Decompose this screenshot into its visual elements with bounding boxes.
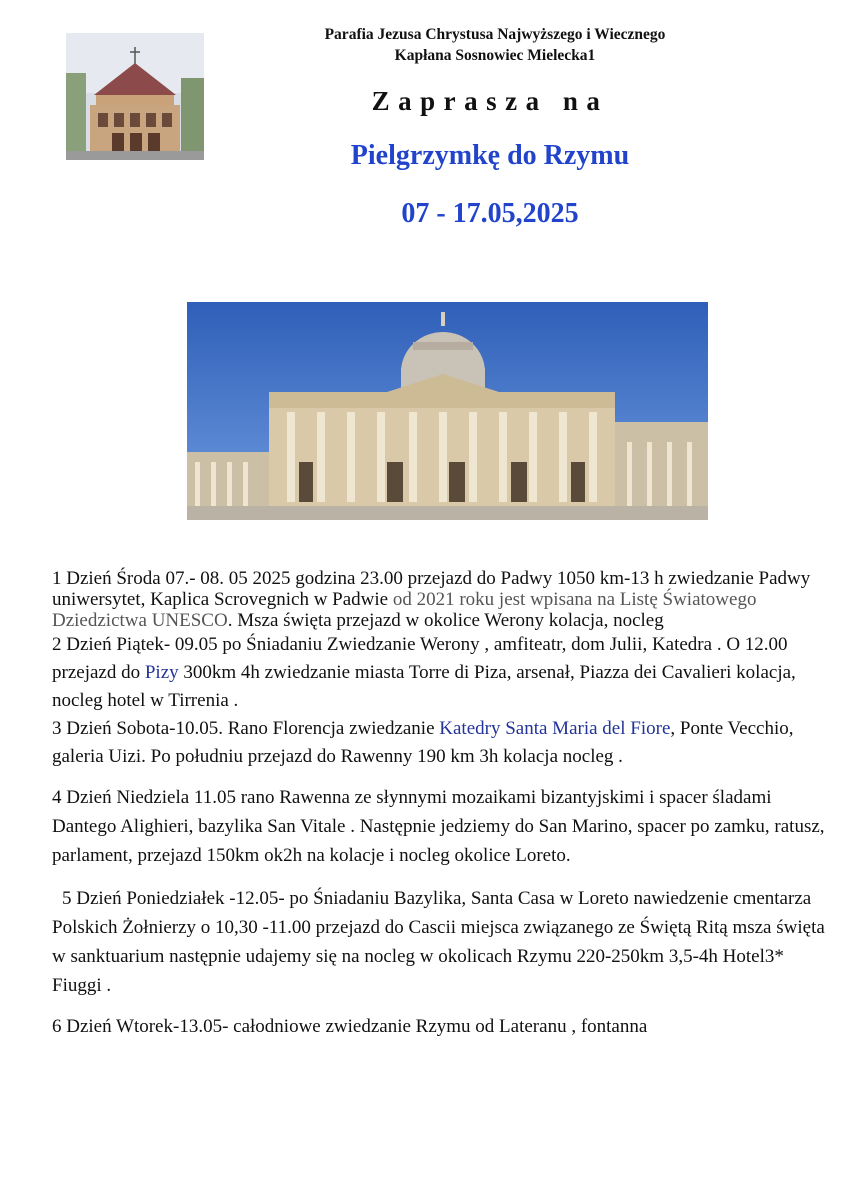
day-3 [52, 715, 832, 771]
invite-heading: Zaprasza na [371, 86, 609, 116]
pilgrimage-title: Pielgrzymkę do Rzymu [350, 140, 630, 171]
parish-line-1: Parafia Jezusa Chrystusa Najwyższego i Wiecznego [324, 26, 666, 43]
day-3-text-a: 3 Dzień Sobota-10.05. Rano Florencja zwiedzanie [52, 718, 440, 739]
itinerary [52, 568, 832, 1041]
day-1-text-b: . Msza święta przejazd w okolice Werony kolacja, nocleg [227, 610, 664, 631]
day-1 [52, 568, 832, 631]
day-3-text-b: , Ponte Vecchio, galeria Uizi. Po południu przejazd do Rawenny 190 km 3h kolacja nocleg . [52, 718, 794, 767]
day-5: 5 Dzień Poniedziałek -12.05- po Śniadaniu Bazylika, Santa Casa w Loreto nawiedzenie cmentarza Polskich Żołnierzy o 10,30 -11.00 przejazd do Cascii miejsca związanego ze Świętą Ritą msza święta w sanktuarium następnie udajemy się na nocleg w okolicach Rzymu 220-250km 3,5-4h Hotel3* Fiuggi . [52, 888, 825, 996]
day-2-text-b: 300km 4h zwiedzanie miasta Torre di Piza, arsenał, Piazza dei Cavalieri kolacja, nocleg hotel w Tirrenia . [52, 662, 796, 711]
basilica-photo [187, 302, 708, 520]
day-6: 6 Dzień Wtorek-13.05- całodniowe zwiedzanie Rzymu od Lateranu , fontanna [52, 1016, 648, 1037]
day-1-unesco-note: od 2021 roku jest wpisana na Listę Światowego Dziedzictwa UNESCO [52, 589, 757, 631]
parish-name [230, 24, 760, 66]
day-2-text-a: 2 Dzień Piątek- 09.05 po Śniadaniu Zwiedzanie Werony , amfiteatr, dom Julii, Katedra . O 12.00 przejazd do [52, 634, 788, 683]
pilgrimage-dates: 07 - 17.05,2025 [401, 198, 579, 229]
cathedral-link[interactable]: Katedry Santa Maria del Fiore [439, 718, 671, 739]
parish-line-2: Kapłana Sosnowiec Mielecka1 [394, 47, 596, 64]
day-1-text-a: 1 Dzień Środa 07.- 08. 05 2025 godzina 23.00 przejazd do Padwy 1050 km-13 h zwiedzanie Padwy uniwersytet, Kaplica Scrovegnich w Padwie [52, 568, 811, 610]
day-4: 4 Dzień Niedziela 11.05 rano Rawenna ze słynnymi mozaikami bizantyjskimi i spacer śladami Dantego Alighieri, bazylika San Vitale . Następnie jedziemy do San Marino, spacer po zamku, ratusz, parlament, przejazd 150km ok2h na kolacje i nocleg okolice Loreto. [52, 787, 825, 866]
church-photo [66, 33, 204, 160]
day-2 [52, 631, 832, 715]
pizy-link[interactable]: Pizy [144, 662, 179, 683]
